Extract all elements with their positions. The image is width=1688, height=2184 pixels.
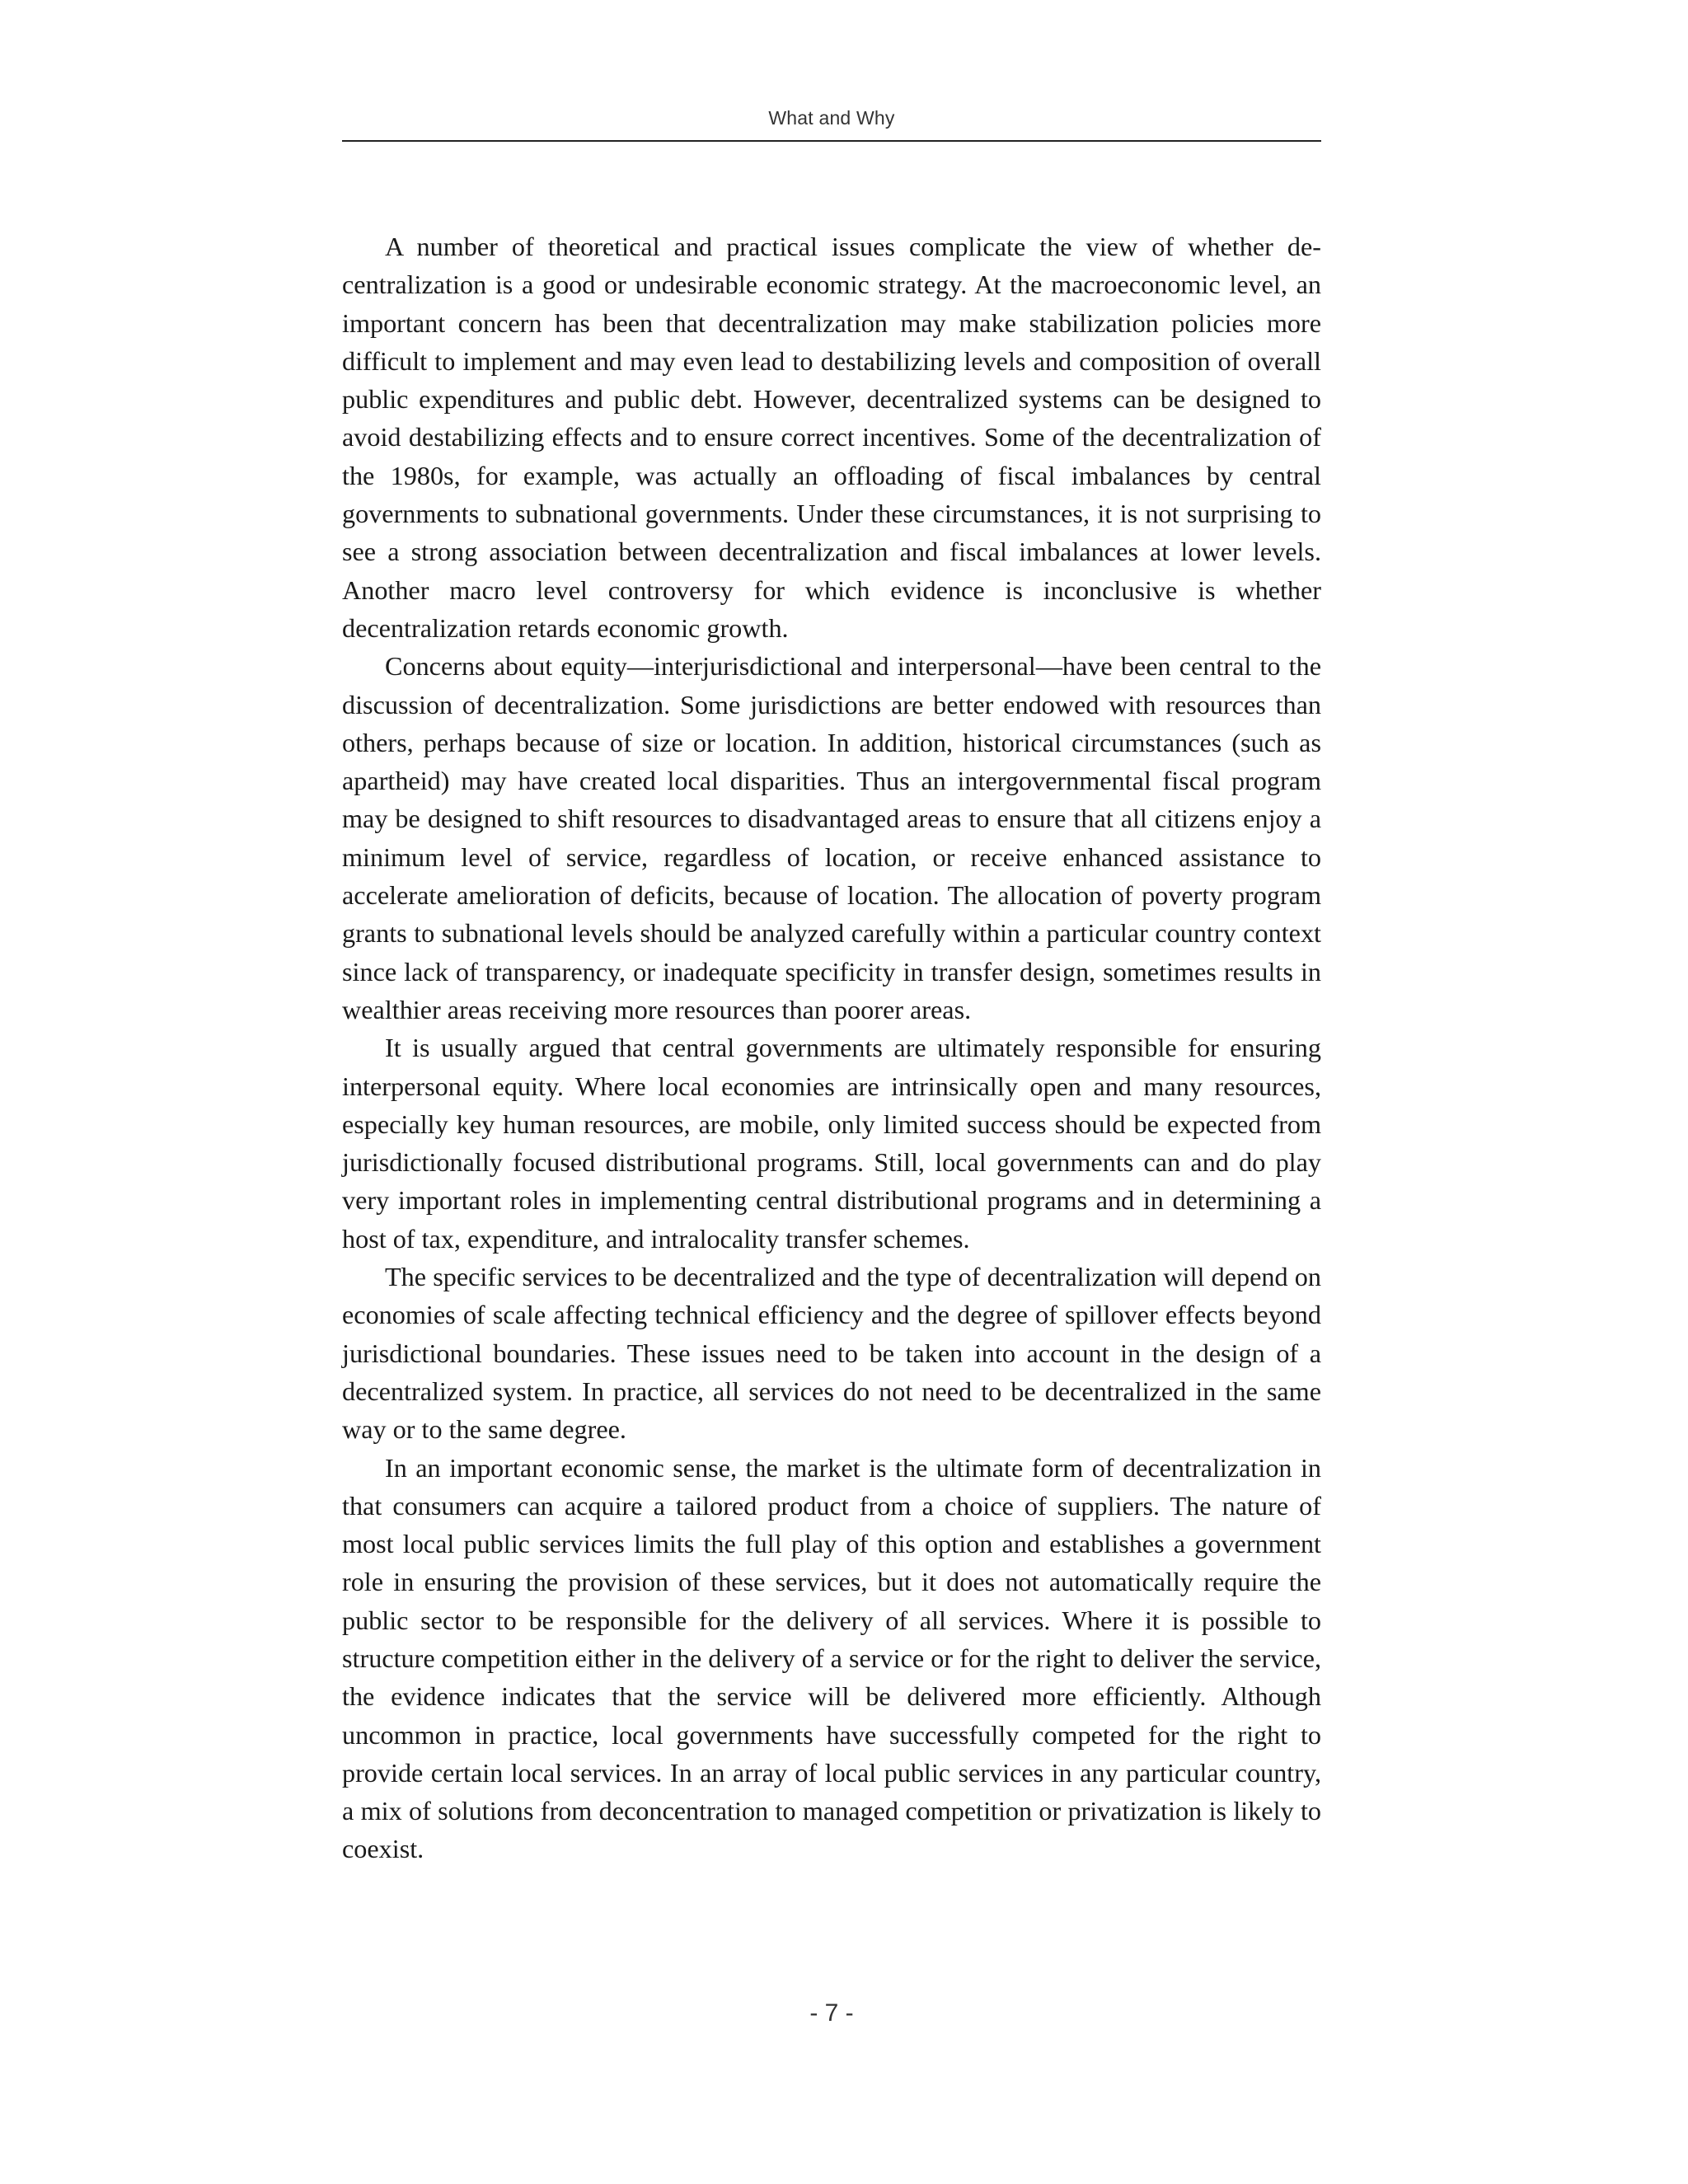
running-header: What and Why — [768, 107, 895, 129]
paragraph-5: In an important economic sense, the market is the ultimate form of decentralization in that consumers can acquire a tailored product from a choice of suppliers. The nature of most local public services limits the full play of this option and establishes a government role in ensuring the provision of these services, but it does not automatically require the public sector to be responsible for the delivery of all services. Where it is possible to structure competition either in the delivery of a service or for the right to deliver the service, the evidence indicates that the service will be delivered more efficiently. Although uncommon in practice, local governments have successfully competed for the right to provide certain local services. In an array of local public services in any particular country, a mix of solutions from deconcentration to managed competition or privatization is likely to coexist. — [342, 1452, 1321, 1864]
page-number: - 7 - — [809, 1999, 854, 2027]
paragraph-4: The specific services to be decentralized and the type of decentralization will depend on economies of scale affecting technical efficiency and the degree of spillover effects beyond jurisdictional boundaries. These issues need to be taken into account in the design of a decentralized system. In practice, all services do not need to be decentralized in the same way or to the same degree. — [342, 1262, 1321, 1445]
body-text — [342, 227, 1321, 1868]
header-rule — [342, 140, 1321, 142]
paragraph-3: It is usually argued that central governments are ultimately responsible for ensuring interpersonal equity. Where local economies are intrinsically open and many resources, especially key human resources, are mobile, only limited success should be expected from jurisdictionally focused distributional programs. Still, local governments can and do play very important roles in implementing central distributional programs and in determining a host of tax, expenditure, and intralocality transfer schemes. — [342, 1033, 1321, 1254]
paragraph-2: Concerns about equity—interjurisdictional and interpersonal—have been central to the discussion of decentralization. Some jurisdictions are better endowed with resources than others, perhaps because of size or location. In addition, historical circumstances (such as apartheid) may have created local disparities. Thus an intergovernmental fiscal program may be designed to shift resources to disadvantaged areas to ensure that all citizens enjoy a minimum level of service, regardless of location, or receive enhanced assistance to accelerate amelioration of deficits, because of location. The allocation of poverty program grants to subnational levels should be analyzed carefully within a particular country context since lack of transparency, or inadequate specificity in transfer design, sometimes results in wealthier areas receiving more resources than poorer areas. — [342, 651, 1321, 1024]
paragraph-1: A number of theoretical and practical issues complicate the view of whether decentralization is a good or undesirable economic strategy. At the macroeconomic level, an important concern has been that decentralization may make stabilization policies more difficult to implement and may even lead to destabilizing levels and composition of overall public expenditures and public debt. However, decentralized systems can be designed to avoid destabilizing effects and to ensure correct incentives. Some of the decentralization of the 1980s, for example, was actually an offloading of fiscal imbalances by central governments to subnational governments. Under these circumstances, it is not surprising to see a strong association between decentralization and fiscal imbalances at lower levels. Another macro level controversy for which evidence is inconclusive is whether decentralization retards economic growth. — [342, 232, 1321, 643]
